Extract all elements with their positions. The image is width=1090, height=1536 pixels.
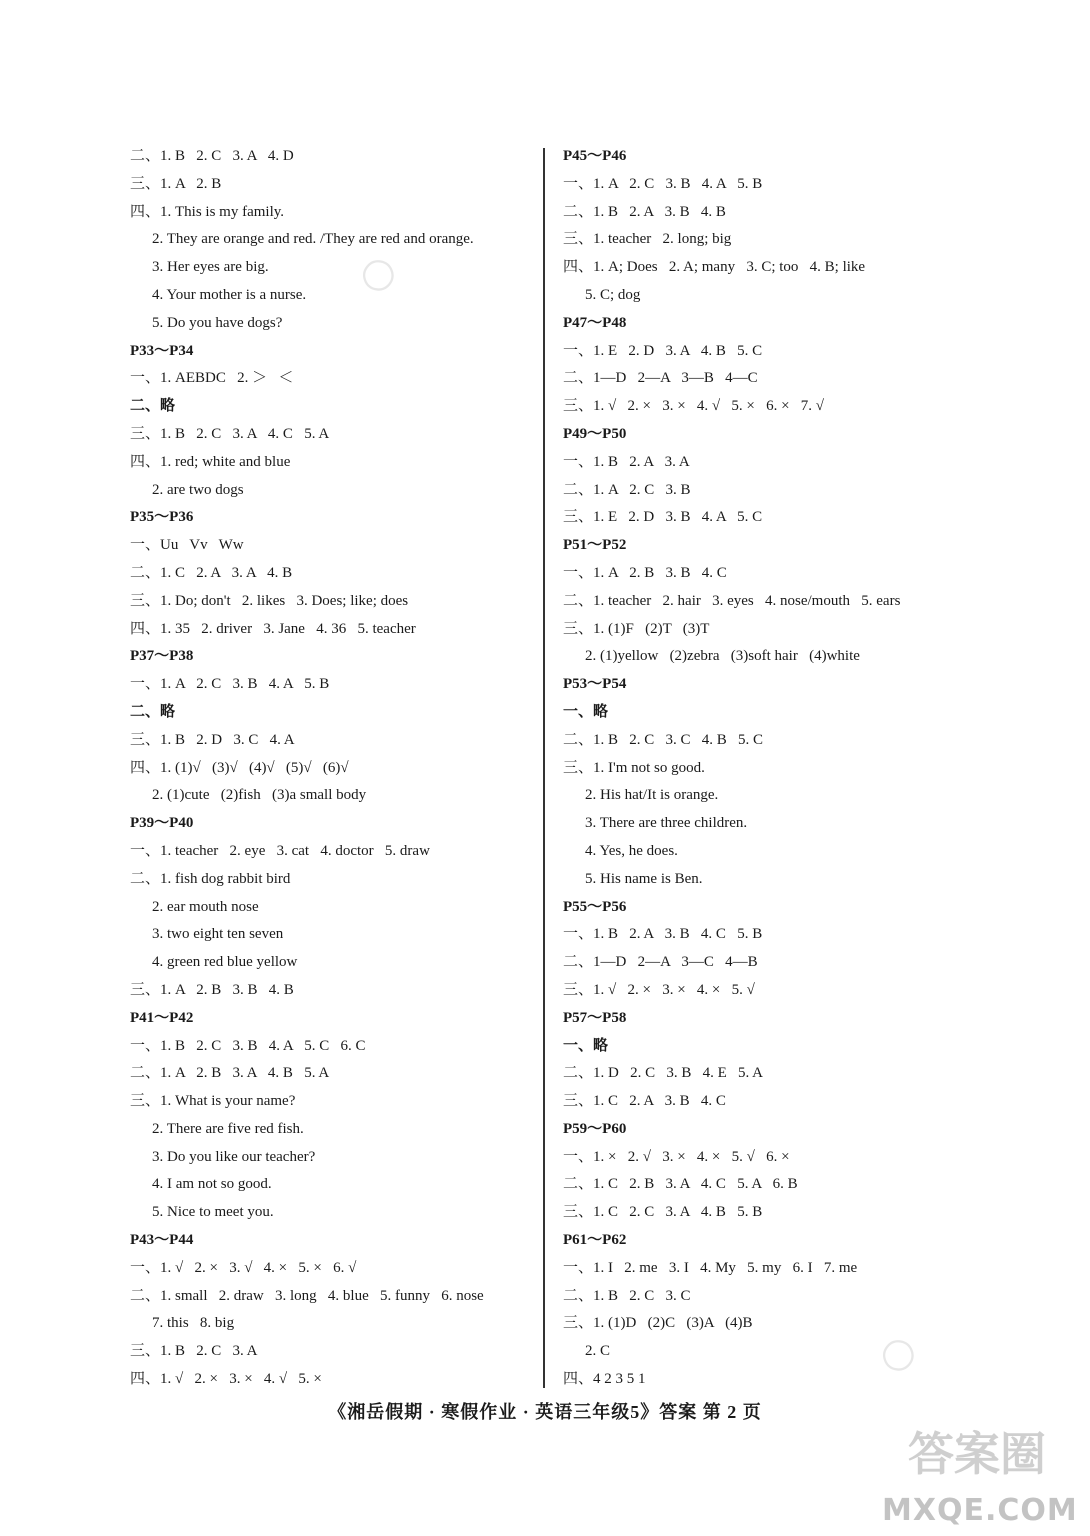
answer-line: 二、1—D 2—A 3—B 4—C	[563, 370, 758, 387]
answer-line: 二、1. A 2. B 3. A 4. B 5. A	[130, 1065, 330, 1082]
section-heading: 二、略	[130, 398, 176, 415]
answer-line: 3. two eight ten seven	[152, 926, 284, 943]
column-divider	[543, 148, 545, 1388]
answer-line: 三、1. I'm not so good.	[563, 759, 705, 776]
answer-line: 5. Nice to meet you.	[152, 1204, 274, 1221]
answer-line: 三、1. B 2. C 3. A 4. C 5. A	[130, 425, 330, 442]
answer-line: 四、1. 35 2. driver 3. Jane 4. 36 5. teacher	[130, 620, 416, 637]
answer-line: 二、1. C 2. B 3. A 4. C 5. A 6. B	[563, 1176, 798, 1193]
answer-line: 一、1. B 2. A 3. A	[563, 453, 690, 470]
answer-line: 3. There are three children.	[585, 815, 748, 832]
watermark-site-text: MXQE.COM	[882, 1493, 1078, 1528]
answer-line: 一、1. A 2. C 3. B 4. A 5. B	[563, 175, 763, 192]
answer-line: 二、1. A 2. C 3. B	[563, 481, 691, 498]
answer-line: 2. are two dogs	[152, 481, 244, 498]
answer-line: 三、1. (1)F (2)T (3)T	[563, 620, 710, 637]
answer-line: 一、1. A 2. B 3. B 4. C	[563, 564, 727, 581]
answer-line: 一、1. E 2. D 3. A 4. B 5. C	[563, 342, 763, 359]
answer-line: 四、1. red; white and blue	[130, 453, 291, 470]
answer-line: 三、1. What is your name?	[130, 1093, 296, 1110]
section-heading: P47～P48	[563, 314, 627, 331]
section-heading: P59～P60	[563, 1120, 627, 1137]
answer-line: 一、1. I 2. me 3. I 4. My 5. my 6. I 7. me	[563, 1259, 858, 1276]
answer-line: 四、1. (1)√ (3)√ (4)√ (5)√ (6)√	[130, 759, 349, 776]
answer-line: 三、1. B 2. C 3. A	[130, 1343, 258, 1360]
answer-line: 四、1. This is my family.	[130, 203, 285, 220]
answer-line: 2. (1)yellow (2)zebra (3)soft hair (4)white	[585, 648, 860, 665]
answer-line: 一、1. AEBDC 2. ＞ ＜	[130, 370, 294, 387]
answer-line: 3. Do you like our teacher?	[152, 1148, 316, 1165]
answer-line: 2. There are five red fish.	[152, 1120, 304, 1137]
answer-line: 二、1. C 2. A 3. A 4. B	[130, 564, 293, 581]
answer-line: 二、1. B 2. C 3. A 4. D	[130, 148, 294, 164]
page-footer: 《湘岳假期 · 寒假作业 · 英语三年级5》答案 第 2 页	[328, 1402, 762, 1422]
answer-line: 一、1. √ 2. × 3. √ 4. × 5. × 6. √	[130, 1259, 357, 1276]
answer-line: 2. ear mouth nose	[152, 898, 259, 915]
answer-line: 三、1. C 2. A 3. B 4. C	[563, 1093, 726, 1110]
section-heading: P53～P54	[563, 676, 627, 693]
answer-line: 四、1. √ 2. × 3. × 4. √ 5. ×	[130, 1371, 322, 1388]
answer-line: 7. this 8. big	[152, 1315, 235, 1332]
answer-line: 四、1. A; Does 2. A; many 3. C; too 4. B; like	[563, 259, 866, 276]
answer-line: 二、1—D 2—A 3—C 4—B	[563, 954, 758, 971]
answer-line: 三、1. teacher 2. long; big	[563, 231, 732, 248]
answer-line: 三、1. C 2. C 3. A 4. B 5. B	[563, 1204, 763, 1221]
site-watermark	[882, 1418, 1078, 1528]
section-heading: P45～P46	[563, 148, 627, 164]
faint-stamp-mark: ○	[353, 245, 402, 301]
answer-line: 二、1. fish dog rabbit bird	[130, 870, 291, 887]
section-heading: P39～P40	[130, 815, 194, 832]
section-heading: 二、略	[130, 703, 176, 720]
section-heading: 一、略	[563, 1037, 609, 1054]
answer-line: 三、1. √ 2. × 3. × 4. × 5. √	[563, 981, 755, 998]
answer-line: 三、1. Do; don't 2. likes 3. Does; like; does	[130, 592, 409, 609]
answer-line: 二、1. D 2. C 3. B 4. E 5. A	[563, 1065, 764, 1082]
answer-line: 三、1. B 2. D 3. C 4. A	[130, 731, 295, 748]
answer-line: 2. C	[585, 1343, 611, 1360]
answer-line: 2. His hat/It is orange.	[585, 787, 719, 804]
answer-line: 二、1. B 2. A 3. B 4. B	[563, 203, 726, 220]
section-heading: P43～P44	[130, 1232, 194, 1249]
left-answer-column	[130, 143, 530, 1394]
right-answer-column	[563, 143, 983, 1394]
section-heading: P41～P42	[130, 1009, 194, 1026]
answer-line: 三、1. A 2. B	[130, 175, 222, 192]
answer-line: 一、1. A 2. C 3. B 4. A 5. B	[130, 676, 330, 693]
answer-line: 一、1. teacher 2. eye 3. cat 4. doctor 5. draw	[130, 842, 430, 859]
answer-line: 一、1. B 2. A 3. B 4. C 5. B	[563, 926, 763, 943]
answer-line: 4. Yes, he does.	[585, 842, 678, 859]
answer-line: 二、1. teacher 2. hair 3. eyes 4. nose/mouth 5. ears	[563, 592, 901, 609]
section-heading: P57～P58	[563, 1009, 627, 1026]
answer-line: 四、4 2 3 5 1	[563, 1371, 646, 1388]
answer-line: 5. C; dog	[585, 286, 641, 303]
answer-line: 5. His name is Ben.	[585, 870, 703, 887]
section-heading: P49～P50	[563, 425, 627, 442]
section-heading: P35～P36	[130, 509, 194, 526]
answer-line: 三、1. √ 2. × 3. × 4. √ 5. × 6. × 7. √	[563, 398, 825, 415]
answer-line: 2. They are orange and red. /They are red and orange.	[152, 231, 474, 248]
answer-line: 4. green red blue yellow	[152, 954, 298, 971]
answer-line: 三、1. E 2. D 3. B 4. A 5. C	[563, 509, 763, 526]
faint-stamp-mark: ○	[873, 1325, 922, 1381]
answer-line: 5. Do you have dogs?	[152, 314, 283, 331]
answer-line: 2. (1)cute (2)fish (3)a small body	[152, 787, 367, 804]
section-heading: P37～P38	[130, 648, 194, 665]
answer-line: 一、1. B 2. C 3. B 4. A 5. C 6. C	[130, 1037, 366, 1054]
answer-line: 一、Uu Vv Ww	[130, 537, 244, 554]
answer-line: 一、1. × 2. √ 3. × 4. × 5. √ 6. ×	[563, 1148, 790, 1165]
answer-line: 三、1. A 2. B 3. B 4. B	[130, 981, 294, 998]
section-heading: P55～P56	[563, 898, 627, 915]
answer-line: 二、1. B 2. C 3. C	[563, 1287, 691, 1304]
answer-line: 3. Her eyes are big.	[152, 259, 269, 276]
answer-line: 4. I am not so good.	[152, 1176, 272, 1193]
answer-line: 4. Your mother is a nurse.	[152, 286, 307, 303]
answer-line: 二、1. small 2. draw 3. long 4. blue 5. funny 6. nose	[130, 1287, 484, 1304]
section-heading: P33～P34	[130, 342, 194, 359]
answer-line: 二、1. B 2. C 3. C 4. B 5. C	[563, 731, 764, 748]
section-heading: P51～P52	[563, 537, 627, 554]
section-heading: P61～P62	[563, 1232, 627, 1249]
section-heading: 一、略	[563, 703, 609, 720]
watermark-logo: 答案圈	[908, 1427, 1046, 1481]
answer-line: 三、1. (1)D (2)C (3)A (4)B	[563, 1315, 753, 1332]
